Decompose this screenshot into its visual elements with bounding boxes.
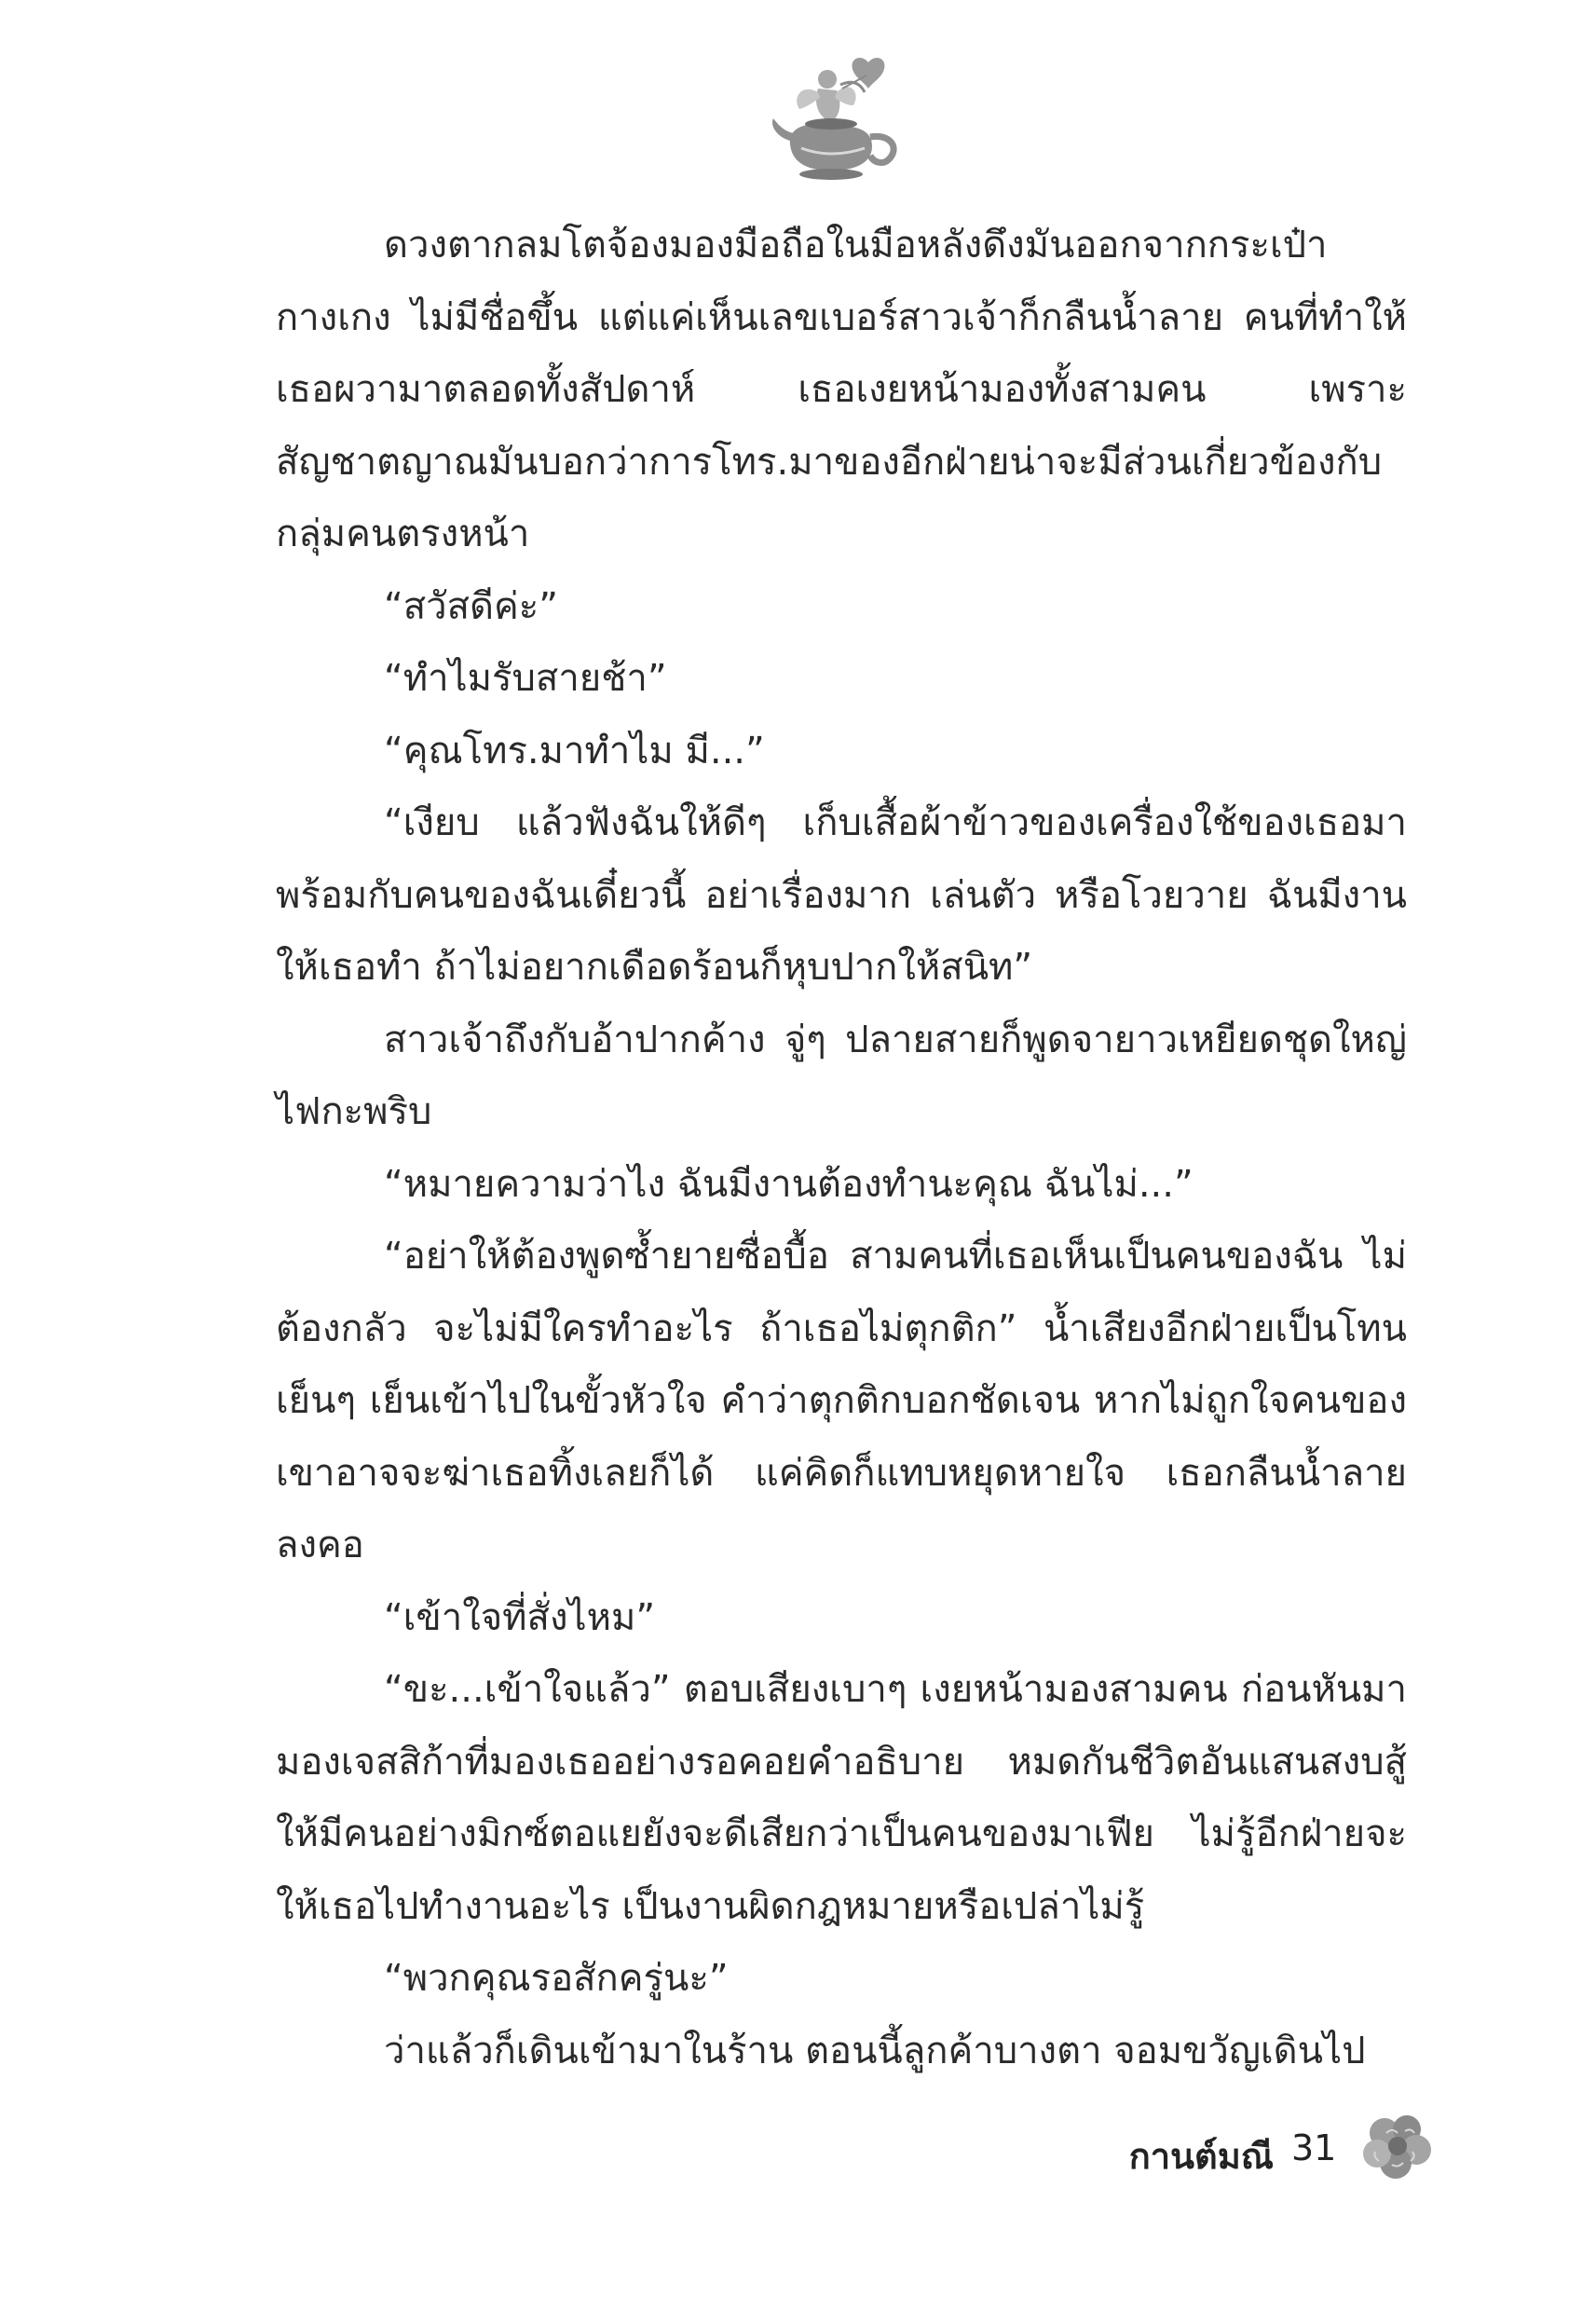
page-number: 31 xyxy=(1291,2127,1337,2168)
paragraph-2: “สวัสดีค่ะ” xyxy=(384,584,558,628)
paragraph-9: “เข้าใจที่สั่งไหม” xyxy=(384,1595,656,1639)
cupid-teapot-ornament-icon xyxy=(764,51,913,191)
paragraph-5: “เงียบ แล้วฟังฉันให้ดีๆ เก็บเสื้อผ้าข้าวของเครื่องใช้ของเธอมาพร้อมกับคนของฉันเดี๋ยวนี้ อย่าเรื่องมาก เล่นตัว หรือโวยวาย ฉันมีงานให้เธอทำ ถ้าไม่อยากเดือดร้อนก็หุบปากให้สนิท” xyxy=(276,801,1407,989)
paragraph-4: “คุณโทร.มาทำไม มี...” xyxy=(384,729,765,773)
flower-ornament-icon xyxy=(1358,2111,1438,2185)
paragraph-8: “อย่าให้ต้องพูดซ้ำยายซื่อบื้อ สามคนที่เธอเห็นเป็นคนของฉัน ไม่ต้องกลัว จะไม่มีใครทำอะไร ถ้าเธอไม่ตุกติก” น้ำเสียงอีกฝ่ายเป็นโทนเย็นๆ เย็นเข้าไปในขั้วหัวใจ คำว่าตุกติกบอกชัดเจน หากไม่ถูกใจคนของเขาอาจจะฆ่าเธอทิ้งเลยก็ได้ แค่คิดก็แทบหยุดหายใจ เธอกลืนน้ำลายลงคอ xyxy=(276,1235,1407,1566)
running-footer-title: กานต์มณี xyxy=(1128,2136,1274,2177)
paragraph-11: “พวกคุณรอสักครู่นะ” xyxy=(384,1957,729,2000)
paragraph-12: ว่าแล้วก็เดินเข้ามาในร้าน ตอนนี้ลูกค้าบางตา จอมขวัญเดินไป xyxy=(384,2029,1366,2072)
paragraph-6: สาวเจ้าถึงกับอ้าปากค้าง จู่ๆ ปลายสายก็พูดจายาวเหยียดชุดใหญ่ไฟกะพริบ xyxy=(276,1018,1407,1133)
body-text xyxy=(276,210,1407,2087)
paragraph-10: “ขะ...เข้าใจแล้ว” ตอบเสียงเบาๆ เงยหน้ามองสามคน ก่อนหันมามองเจสสิก้าที่มองเธออย่างรอคอยคำอธิบาย หมดกันชีวิตอันแสนสงบสู้ให้มีคนอย่างมิกซ์ตอแยยังจะดีเสียกว่าเป็นคนของมาเฟีย ไม่รู้อีกฝ่ายจะให้เธอไปทำงานอะไร เป็นงานผิดกฎหมายหรือเปล่าไม่รู้ xyxy=(276,1668,1407,1928)
paragraph-1: ดวงตากลมโตจ้องมองมือถือในมือหลังดึงมันออกจากกระเป๋ากางเกง ไม่มีชื่อขึ้น แต่แค่เห็นเลขเบอร์สาวเจ้าก็กลืนน้ำลาย คนที่ทำให้เธอผวามาตลอดทั้งสัปดาห์ เธอเงยหน้ามองทั้งสามคน เพราะสัญชาตญาณมันบอกว่าการโทร.มาของอีกฝ่ายน่าจะมีส่วนเกี่ยวข้องกับกลุ่มคนตรงหน้า xyxy=(276,224,1407,555)
paragraph-7: “หมายความว่าไง ฉันมีงานต้องทำนะคุณ ฉันไม่...” xyxy=(384,1162,1194,1206)
paragraph-3: “ทำไมรับสายช้า” xyxy=(384,657,667,700)
